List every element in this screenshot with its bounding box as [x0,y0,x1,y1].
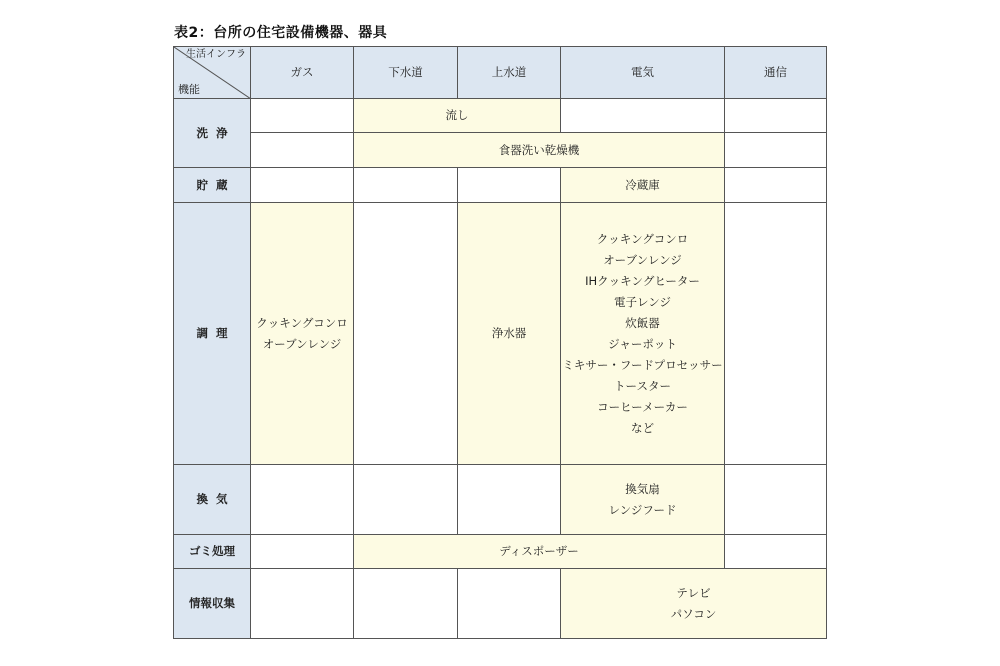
cell-sink: 流し [354,99,561,133]
cell-empty [561,99,725,133]
row-header-cook-label: 調理 [196,326,236,340]
cell-empty [725,535,827,569]
table-title: 表2：台所の住宅設備機器、器具 [174,25,388,41]
cell-fridge: 冷蔵庫 [561,168,725,203]
column-header-sewer: 下水道 [354,47,458,99]
list-item: クッキングコンロ [256,315,348,330]
cell-empty [458,465,561,535]
list-item: など [631,420,654,435]
cell-empty [251,569,354,639]
cell-water-purifier: 浄水器 [458,203,561,465]
cell-empty [354,465,458,535]
row-header-vent-label: 換気 [196,492,236,506]
corner-bottom-left-label: 機能 [178,83,200,96]
equipment-table [173,46,827,639]
row-header-info: 情報収集 [174,569,251,639]
cell-empty [251,99,354,133]
list-item: ジャーポット [608,336,677,351]
list-item: パソコン [670,606,717,621]
cell-empty [354,203,458,465]
cell-empty [725,133,827,168]
cell-empty [354,168,458,203]
list-item: レンジフード [608,502,677,517]
list-item: オーブンレンジ [262,336,342,351]
row-header-storage [174,168,251,203]
list-item: IHクッキングヒーター [585,273,700,288]
cell-disposer: ディスポーザー [354,535,725,569]
cell-empty [725,465,827,535]
cell-empty [354,569,458,639]
row-header-vent [174,465,251,535]
cell-gas-cook [251,203,354,465]
cell-empty [251,535,354,569]
cell-vent [561,465,725,535]
list-item: 電子レンジ [614,294,671,309]
list-item: テレビ [676,585,711,600]
corner-top-right-label: 生活インフラ [186,49,246,60]
column-header-electric: 電気 [561,47,725,99]
list-item: オーブンレンジ [603,252,682,267]
list-item: クッキングコンロ [596,231,689,246]
list-item: 炊飯器 [625,315,660,330]
cell-info [561,569,827,639]
list-item: トースター [614,378,671,393]
cell-empty [458,569,561,639]
cell-empty [725,168,827,203]
cell-empty [458,168,561,203]
list-item: ミキサー・フードプロセッサー [562,357,723,372]
cell-empty [725,203,827,465]
row-header-wash [174,99,251,168]
row-header-wash-label: 洗浄 [196,125,236,140]
row-header-cook [174,203,251,465]
cell-empty [251,168,354,203]
cell-elec-cook [561,203,725,465]
list-item: 換気扇 [625,481,660,496]
column-header-gas: ガス [251,47,354,99]
cell-empty [725,99,827,133]
corner-header [174,47,251,99]
cell-dishwasher: 食器洗い乾燥機 [354,133,725,168]
list-item: コーヒーメーカー [597,399,688,414]
cell-empty [251,465,354,535]
row-header-garbage: ゴミ処理 [174,535,251,569]
cell-empty [251,133,354,168]
row-header-storage-label: 貯蔵 [196,177,236,192]
column-header-telecom: 通信 [725,47,827,99]
column-header-water: 上水道 [458,47,561,99]
